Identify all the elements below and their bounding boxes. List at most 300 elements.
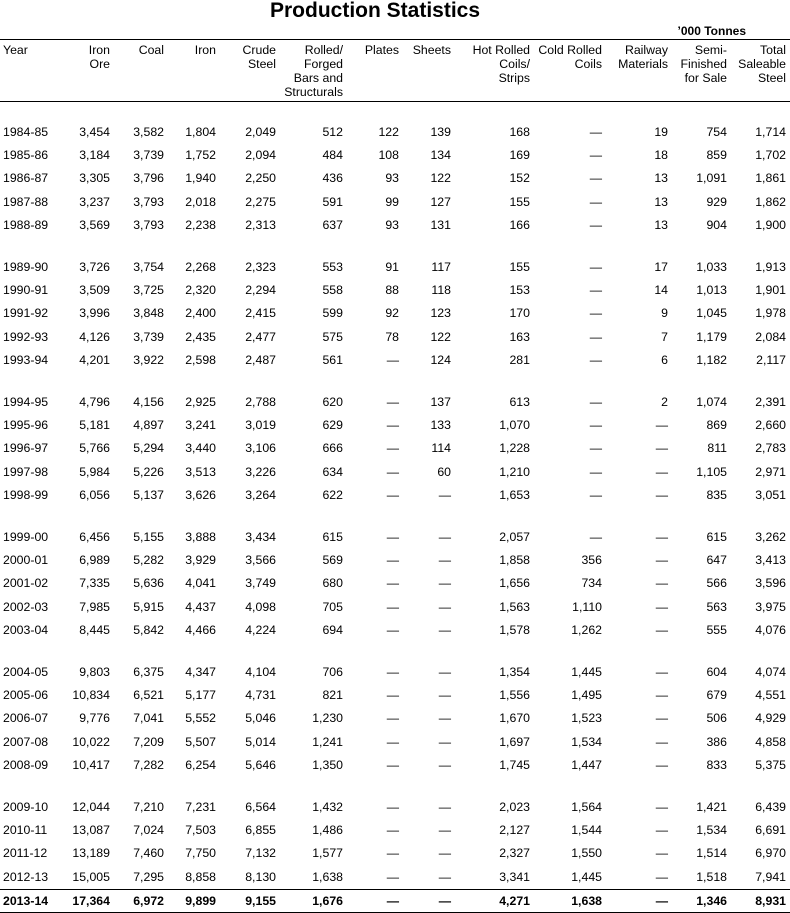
value-cell: 2,435 [185, 329, 216, 344]
value-cell: 6,564 [245, 800, 276, 815]
table-row [0, 167, 790, 190]
value-cell: 679 [706, 688, 727, 703]
value-cell: 929 [706, 194, 727, 209]
value-cell: 6,989 [79, 553, 110, 568]
value-cell: 3,749 [245, 576, 276, 591]
value-cell: 9 [661, 306, 668, 321]
value-cell: 6,691 [755, 823, 786, 838]
value-cell: 7,335 [79, 576, 110, 591]
year-cell: 1986-87 [3, 171, 49, 186]
value-cell: — [438, 599, 451, 614]
value-cell: — [386, 418, 399, 433]
value-cell: 7,295 [133, 869, 164, 884]
value-cell: 8,931 [731, 889, 790, 912]
value-cell: 5,282 [133, 553, 164, 568]
value-cell: — [589, 487, 602, 502]
value-cell: 3,106 [245, 441, 276, 456]
value-cell: 3,019 [245, 418, 276, 433]
value-cell: 1,210 [499, 464, 530, 479]
year-cell: 1990-91 [3, 283, 49, 298]
value-cell: 553 [322, 260, 343, 275]
value-cell: 3,305 [79, 171, 110, 186]
value-cell: 1,534 [571, 734, 602, 749]
value-cell: 1,486 [312, 823, 343, 838]
value-cell: 6,855 [245, 823, 276, 838]
value-cell: 8,130 [245, 869, 276, 884]
value-cell: 1,913 [755, 260, 786, 275]
value-cell: 4,731 [245, 688, 276, 703]
value-cell: 3,184 [79, 148, 110, 163]
value-cell: — [589, 171, 602, 186]
value-cell: 569 [322, 553, 343, 568]
value-cell: 5,766 [79, 441, 110, 456]
value-cell: 139 [430, 125, 451, 139]
unit-label: ’000 Tonnes [677, 24, 746, 38]
value-cell: — [655, 441, 668, 456]
value-cell: — [438, 734, 451, 749]
table-row [0, 842, 790, 865]
column-header-line: Semi- [694, 43, 727, 57]
value-cell: 2,275 [245, 194, 276, 209]
column-header-line: Bars and [293, 71, 343, 85]
value-cell: 2,788 [245, 395, 276, 410]
value-cell: 4,551 [755, 688, 786, 703]
value-cell: 1,230 [312, 711, 343, 726]
column-header-line: Iron [88, 43, 110, 57]
table-row [0, 279, 790, 302]
value-cell: 2,320 [185, 283, 216, 298]
value-cell: 5,636 [133, 576, 164, 591]
value-cell: 2,049 [245, 125, 276, 139]
value-cell: 166 [509, 217, 530, 232]
value-cell: 3,454 [79, 125, 110, 139]
value-cell: 8,858 [185, 869, 216, 884]
value-cell: 127 [430, 194, 451, 209]
value-cell: 680 [322, 576, 343, 591]
value-cell: 4,126 [79, 329, 110, 344]
value-cell: 2,477 [245, 329, 276, 344]
year-cell: 2003-04 [3, 622, 49, 637]
value-cell: 2,018 [185, 194, 216, 209]
year-cell: 1991-92 [3, 306, 49, 321]
value-cell: 561 [322, 352, 343, 367]
value-cell: — [655, 487, 668, 502]
value-cell: 734 [581, 576, 602, 591]
value-cell: 13,189 [72, 846, 110, 861]
value-cell: — [438, 846, 451, 861]
value-cell: 1,745 [499, 757, 530, 772]
value-cell: 2,783 [755, 441, 786, 456]
value-cell: 1,110 [572, 599, 602, 614]
value-cell: 1,702 [755, 148, 786, 163]
value-cell: 4,098 [245, 599, 276, 614]
value-cell: — [386, 441, 399, 456]
table-row [0, 437, 790, 460]
value-cell: 6,375 [133, 665, 164, 680]
table-row [0, 596, 790, 619]
value-cell: — [655, 757, 668, 772]
column-header-line: Forged [304, 57, 343, 71]
column-header-line: Ore [89, 57, 110, 71]
year-cell: 1997-98 [3, 464, 49, 479]
value-cell: 1,514 [696, 846, 727, 861]
value-cell: 3,975 [755, 599, 786, 614]
value-cell: 17,364 [68, 889, 114, 912]
value-cell: 1,070 [499, 418, 530, 433]
value-cell: 1,656 [499, 576, 530, 591]
value-cell: 5,181 [79, 418, 110, 433]
value-cell: 93 [385, 171, 399, 186]
value-cell: 3,793 [133, 217, 164, 232]
value-cell: 17 [654, 260, 668, 275]
value-cell: 163 [509, 329, 530, 344]
column-header-line: Cold Rolled [538, 43, 602, 57]
group-spacer [0, 642, 790, 661]
value-cell: 5,842 [133, 622, 164, 637]
value-cell: 2,094 [245, 148, 276, 163]
value-cell: 3,626 [185, 487, 216, 502]
value-cell: 869 [706, 418, 727, 433]
value-cell: 133 [430, 418, 451, 433]
value-cell: 3,264 [245, 487, 276, 502]
value-cell: — [655, 622, 668, 637]
value-cell: 5,507 [185, 734, 216, 749]
group-spacer [0, 372, 790, 391]
column-header-line: Materials [618, 57, 668, 71]
value-cell: 123 [430, 306, 451, 321]
column-header [168, 40, 220, 102]
column-header-line: Coal [138, 43, 164, 57]
table-row [0, 684, 790, 707]
value-cell: 3,226 [245, 464, 276, 479]
value-cell: 3,796 [133, 171, 164, 186]
column-header-line: for Sale [684, 71, 727, 85]
value-cell: 1,346 [672, 889, 731, 912]
value-cell: 613 [509, 395, 530, 410]
value-cell: 6,439 [755, 800, 786, 815]
value-cell: 153 [509, 283, 530, 298]
value-cell: 1,563 [499, 599, 530, 614]
group-spacer [0, 102, 790, 122]
value-cell: 3,440 [185, 441, 216, 456]
value-cell: 1,670 [499, 711, 530, 726]
value-cell: — [438, 553, 451, 568]
value-cell: 8,445 [79, 622, 110, 637]
value-cell: 4,929 [755, 711, 786, 726]
value-cell: 14 [654, 283, 668, 298]
value-cell: — [655, 734, 668, 749]
value-cell: 4,437 [185, 599, 216, 614]
value-cell: 706 [322, 665, 343, 680]
value-cell: — [655, 464, 668, 479]
value-cell: 93 [385, 217, 399, 232]
value-cell: — [386, 576, 399, 591]
column-header [280, 40, 347, 102]
value-cell: 6,456 [79, 530, 110, 545]
value-cell: 512 [322, 125, 343, 139]
year-cell: 1999-00 [3, 530, 49, 545]
value-cell: 108 [378, 148, 399, 163]
value-cell: — [438, 800, 451, 815]
value-cell: 3,434 [245, 530, 276, 545]
value-cell: 88 [385, 283, 399, 298]
column-header [347, 40, 403, 102]
table-row [0, 461, 790, 484]
value-cell: 622 [322, 487, 343, 502]
value-cell: 2,294 [245, 283, 276, 298]
value-cell: 7 [661, 329, 668, 344]
value-cell: 99 [385, 194, 399, 209]
value-cell: 9,776 [79, 711, 110, 726]
table-row [0, 707, 790, 730]
value-cell: 1,638 [534, 889, 606, 912]
year-cell: 2011-12 [3, 846, 48, 861]
value-cell: 7,460 [133, 846, 164, 861]
table-row [0, 731, 790, 754]
value-cell: 1,228 [499, 441, 530, 456]
value-cell: — [655, 530, 668, 545]
value-cell: 1,556 [499, 688, 530, 703]
value-cell: — [589, 352, 602, 367]
value-cell: 122 [378, 125, 399, 139]
value-cell: — [438, 487, 451, 502]
value-cell: 637 [322, 217, 343, 232]
table-row [0, 302, 790, 325]
year-cell: 2013-14 [0, 889, 68, 912]
value-cell: 6,972 [114, 889, 168, 912]
value-cell: 1,676 [280, 889, 347, 912]
value-cell: — [655, 823, 668, 838]
value-cell: 1,354 [499, 665, 530, 680]
value-cell: 124 [430, 352, 451, 367]
table-row [0, 191, 790, 214]
value-cell: 484 [322, 148, 343, 163]
value-cell: 1,940 [185, 171, 216, 186]
table-row [0, 256, 790, 279]
value-cell: 1,033 [696, 260, 727, 275]
value-cell: 5,046 [245, 711, 276, 726]
value-cell: 1,714 [755, 125, 786, 139]
year-cell: 1984-85 [3, 125, 49, 139]
value-cell: — [589, 464, 602, 479]
value-cell: 3,509 [79, 283, 110, 298]
value-cell: 2,400 [185, 306, 216, 321]
table-row [0, 866, 790, 890]
year-cell: 2008-09 [3, 757, 49, 772]
value-cell: 555 [706, 622, 727, 637]
value-cell: 1,262 [571, 622, 602, 637]
value-cell: 7,210 [133, 800, 164, 815]
value-cell: 12,044 [72, 800, 110, 815]
value-cell: 4,074 [755, 665, 786, 680]
value-cell: 1,861 [755, 171, 786, 186]
year-cell: 2007-08 [3, 734, 49, 749]
value-cell: 3,051 [755, 487, 786, 502]
value-cell: 117 [431, 260, 451, 275]
value-cell: 1,862 [755, 194, 786, 209]
value-cell: 4,347 [185, 665, 216, 680]
column-header-line: Steel [247, 57, 276, 71]
table-row [0, 214, 790, 237]
value-cell: 5,375 [755, 757, 786, 772]
value-cell: 10,022 [72, 734, 110, 749]
value-cell: 5,177 [185, 688, 216, 703]
value-cell: 3,888 [185, 530, 216, 545]
column-header-line: Hot Rolled [472, 43, 530, 57]
value-cell: 7,985 [79, 599, 110, 614]
value-cell: 3,596 [755, 576, 786, 591]
value-cell: 5,014 [245, 734, 276, 749]
value-cell: 3,582 [133, 125, 164, 139]
value-cell: 1,523 [571, 711, 602, 726]
value-cell: — [386, 869, 399, 884]
value-cell: 13 [654, 217, 668, 232]
table-row [0, 484, 790, 507]
value-cell: — [386, 688, 399, 703]
column-header-line: Total [760, 43, 786, 57]
value-cell: 4,897 [133, 418, 164, 433]
value-cell: 833 [706, 757, 727, 772]
value-cell: 1,978 [755, 306, 786, 321]
value-cell: 7,231 [185, 800, 216, 815]
year-cell: 2005-06 [3, 688, 49, 703]
value-cell: 2,117 [756, 352, 786, 367]
year-cell: 1996-97 [3, 441, 49, 456]
value-cell: 1,445 [571, 869, 602, 884]
column-header-line: Crude [242, 43, 276, 57]
value-cell: — [589, 125, 602, 139]
value-cell: 4,796 [79, 395, 110, 410]
value-cell: 1,179 [696, 329, 727, 344]
value-cell: 1,421 [696, 800, 727, 815]
value-cell: — [589, 194, 602, 209]
value-cell: 1,182 [696, 352, 727, 367]
value-cell: 1,858 [499, 553, 530, 568]
value-cell: 1,432 [312, 800, 343, 815]
column-header [731, 40, 790, 102]
value-cell: — [438, 530, 451, 545]
value-cell: 92 [385, 306, 399, 321]
value-cell: 6,056 [79, 487, 110, 502]
value-cell: 91 [385, 260, 399, 275]
group-spacer [0, 507, 790, 526]
table-row [0, 572, 790, 595]
value-cell: 6,254 [185, 757, 216, 772]
value-cell: 4,201 [79, 352, 110, 367]
value-cell: — [655, 418, 668, 433]
value-cell: 3,996 [79, 306, 110, 321]
value-cell: — [438, 869, 451, 884]
value-cell: 3,929 [185, 553, 216, 568]
year-cell: 2010-11 [3, 823, 48, 838]
value-cell: 566 [706, 576, 727, 591]
value-cell: — [655, 846, 668, 861]
value-cell: 2,268 [185, 260, 216, 275]
value-cell: — [386, 553, 399, 568]
column-header [606, 40, 672, 102]
value-cell: 5,915 [133, 599, 164, 614]
value-cell: 5,294 [133, 441, 164, 456]
value-cell: 2,023 [499, 800, 530, 815]
year-cell: 2009-10 [3, 800, 49, 815]
value-cell: — [438, 757, 451, 772]
value-cell: 563 [706, 599, 727, 614]
year-cell: 2002-03 [3, 599, 49, 614]
table-row [0, 144, 790, 167]
value-cell: 13,087 [72, 823, 110, 838]
value-cell: 620 [322, 395, 343, 410]
year-cell: 1992-93 [3, 329, 49, 344]
value-cell: 4,271 [455, 889, 534, 912]
table-row [0, 661, 790, 684]
year-cell: 1988-89 [3, 217, 49, 232]
value-cell: 2,084 [755, 329, 786, 344]
value-cell: — [589, 148, 602, 163]
column-header [220, 40, 280, 102]
value-cell: 6,521 [133, 688, 164, 703]
table-row [0, 796, 790, 819]
value-cell: 1,653 [499, 487, 530, 502]
table-row [0, 754, 790, 777]
value-cell: 436 [322, 171, 343, 186]
value-cell: 7,041 [133, 711, 164, 726]
value-cell: — [403, 889, 455, 912]
value-cell: 4,224 [245, 622, 276, 637]
value-cell: — [589, 283, 602, 298]
value-cell: 155 [509, 260, 530, 275]
value-cell: 2,971 [755, 464, 786, 479]
value-cell: 1,091 [696, 171, 727, 186]
table-row [0, 121, 790, 144]
value-cell: 5,155 [133, 530, 164, 545]
value-cell: 821 [322, 688, 343, 703]
value-cell: 5,226 [133, 464, 164, 479]
value-cell: 1,550 [571, 846, 602, 861]
value-cell: 3,413 [755, 553, 786, 568]
value-cell: 1,445 [571, 665, 602, 680]
value-cell: 811 [707, 441, 727, 456]
value-cell: 15,005 [72, 869, 110, 884]
group-spacer [0, 237, 790, 256]
value-cell: 170 [509, 306, 530, 321]
value-cell: 5,137 [133, 487, 164, 502]
value-cell: — [655, 711, 668, 726]
value-cell: 2,487 [245, 352, 276, 367]
value-cell: 3,569 [79, 217, 110, 232]
value-cell: 1,578 [499, 622, 530, 637]
value-cell: 3,739 [133, 148, 164, 163]
value-cell: 599 [322, 306, 343, 321]
value-cell: 2,598 [185, 352, 216, 367]
value-cell: 1,752 [185, 148, 216, 163]
value-cell: — [347, 889, 403, 912]
value-cell: — [589, 395, 602, 410]
value-cell: 9,899 [168, 889, 220, 912]
year-cell: 1987-88 [3, 194, 49, 209]
table-row [0, 326, 790, 349]
value-cell: 7,132 [245, 846, 276, 861]
value-cell: 2,323 [245, 260, 276, 275]
value-cell: 2,127 [499, 823, 530, 838]
value-cell: 591 [322, 194, 343, 209]
value-cell: — [655, 688, 668, 703]
value-cell: 134 [430, 148, 451, 163]
value-cell: 754 [706, 125, 727, 139]
value-cell: 2,327 [499, 846, 530, 861]
header-row [0, 40, 790, 102]
value-cell: 155 [509, 194, 530, 209]
value-cell: 615 [322, 530, 343, 545]
